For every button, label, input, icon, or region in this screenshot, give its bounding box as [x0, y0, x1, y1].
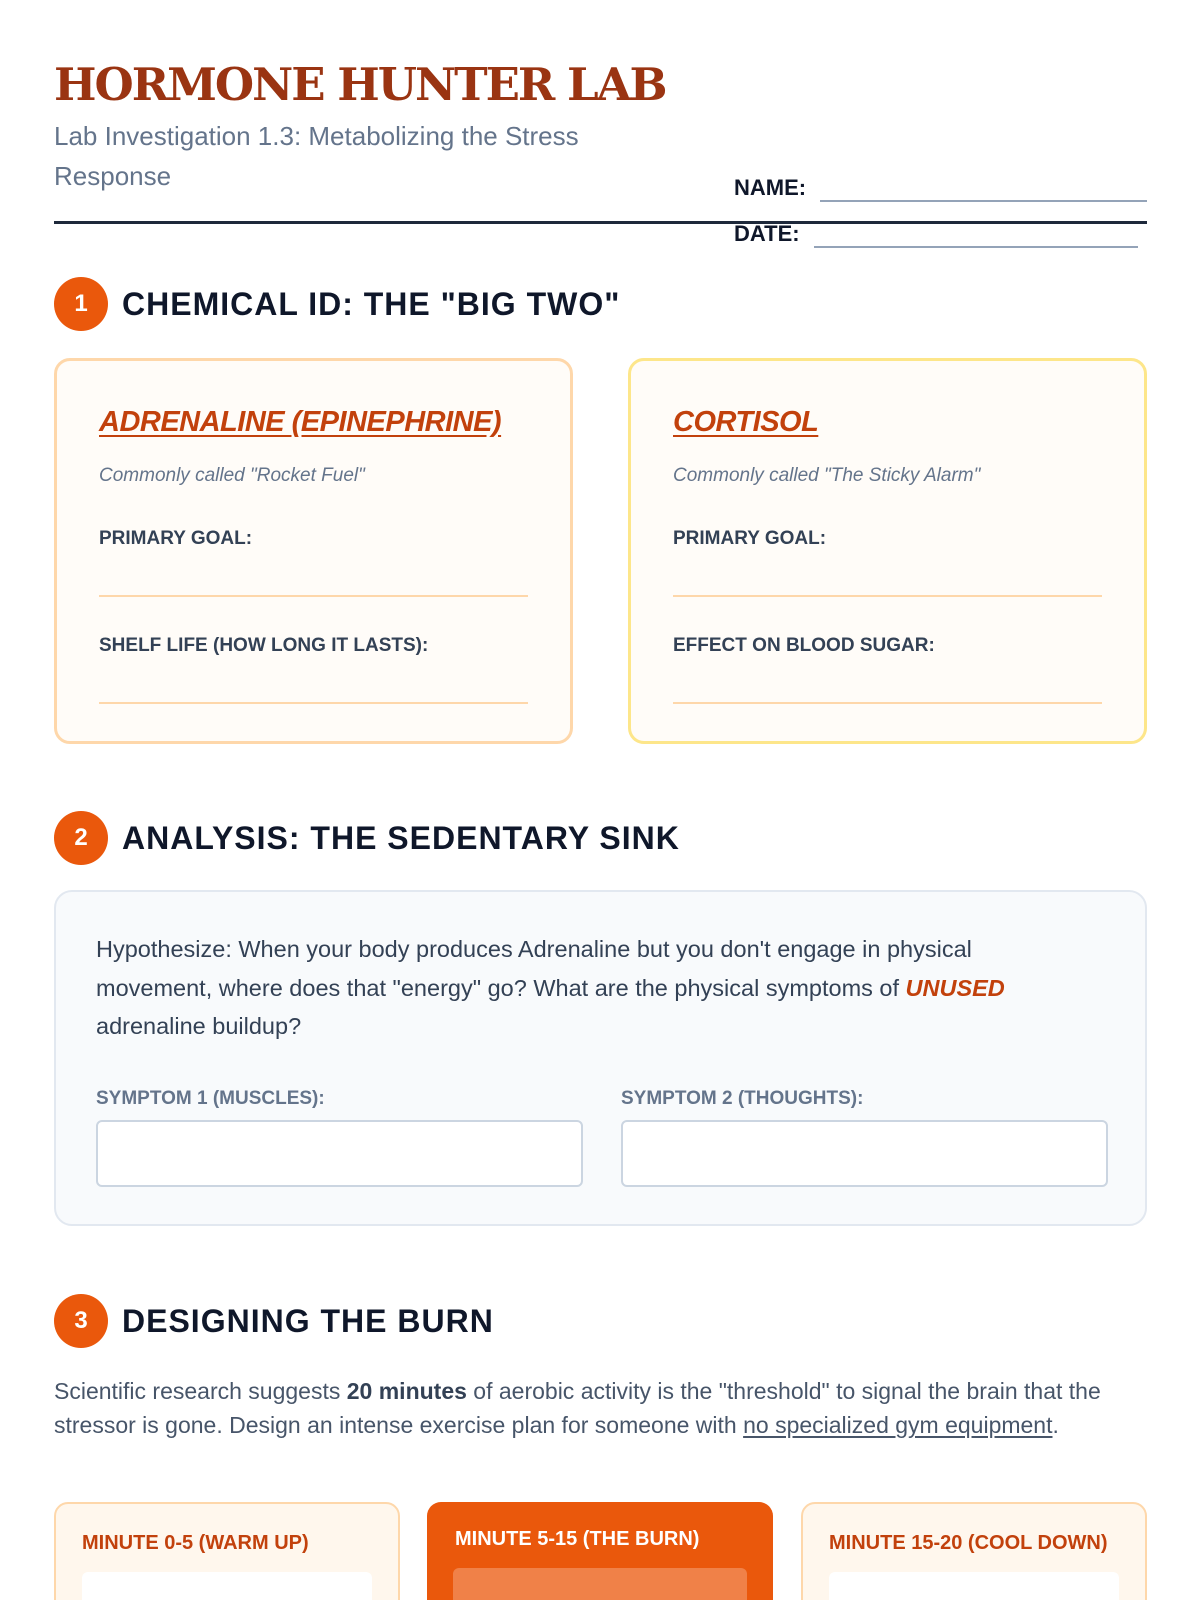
worksheet-header — [54, 56, 1147, 246]
name-field — [734, 168, 1147, 202]
section-title: ANALYSIS: THE SEDENTARY SINK — [122, 819, 680, 856]
symptom-1-input[interactable] — [96, 1120, 583, 1187]
hormone-nickname: Commonly called "Rocket Fuel" — [99, 465, 365, 486]
phase-input[interactable] — [82, 1572, 372, 1600]
phase-title: MINUTE 5-15 (THE BURN) — [455, 1528, 700, 1550]
primary-goal-answer-line[interactable] — [99, 595, 528, 597]
section-heading-chemical-id — [54, 277, 620, 331]
name-label: NAME: — [734, 175, 807, 200]
intro-bold: 20 minutes — [346, 1378, 467, 1404]
phase-title: MINUTE 0-5 (WARM UP) — [82, 1532, 309, 1554]
worksheet-page — [54, 0, 1147, 1600]
phase-input[interactable] — [453, 1568, 747, 1600]
date-label: DATE: — [734, 221, 800, 246]
phase-card-warm-up — [54, 1502, 400, 1600]
primary-goal-label: PRIMARY GOAL: — [673, 528, 827, 549]
date-field — [734, 214, 1138, 248]
hormone-name: CORTISOL — [673, 406, 819, 438]
name-input-line[interactable] — [820, 172, 1147, 202]
worksheet-subtitle: Lab Investigation 1.3: Metabolizing the Stress Response — [54, 121, 579, 191]
blood-sugar-answer-line[interactable] — [673, 702, 1102, 704]
intro-text-3: . — [1052, 1412, 1059, 1438]
burn-intro-text — [54, 1374, 1147, 1442]
phase-input[interactable] — [829, 1572, 1119, 1600]
prompt-emphasis: UNUSED — [905, 974, 1005, 1001]
hormone-nickname: Commonly called "The Sticky Alarm" — [673, 465, 981, 486]
section-number-badge: 2 — [54, 811, 108, 865]
phase-card-burn — [427, 1502, 773, 1600]
symptom-1-label: SYMPTOM 1 (MUSCLES): — [96, 1088, 325, 1109]
intro-text-2: of aerobic activity is the "threshold" to signal the brain that the stressor is gone. Design an intense exercise plan for someone with — [54, 1378, 1101, 1438]
shelf-life-label: SHELF LIFE (HOW LONG IT LASTS): — [99, 635, 429, 656]
cortisol-card — [628, 358, 1147, 744]
symptom-2-input[interactable] — [621, 1120, 1108, 1187]
phase-title: MINUTE 15-20 (COOL DOWN) — [829, 1532, 1108, 1554]
prompt-text-end: adrenaline buildup? — [96, 1013, 302, 1039]
adrenaline-card — [54, 358, 573, 744]
worksheet-title: HORMONE HUNTER LAB — [54, 58, 666, 111]
section-heading-designing-burn — [54, 1294, 494, 1348]
section-number-badge: 1 — [54, 277, 108, 331]
hormone-name: ADRENALINE (EPINEPHRINE) — [99, 406, 502, 438]
symptom-2-label: SYMPTOM 2 (THOUGHTS): — [621, 1088, 864, 1109]
shelf-life-answer-line[interactable] — [99, 702, 528, 704]
blood-sugar-label: EFFECT ON BLOOD SUGAR: — [673, 635, 935, 656]
primary-goal-answer-line[interactable] — [673, 595, 1102, 597]
section-heading-analysis — [54, 811, 680, 865]
section-title: DESIGNING THE BURN — [122, 1302, 494, 1339]
phase-card-cool-down — [801, 1502, 1147, 1600]
section-number-badge: 3 — [54, 1294, 108, 1348]
primary-goal-label: PRIMARY GOAL: — [99, 528, 253, 549]
hypothesis-prompt — [96, 930, 1086, 1046]
intro-underline: no specialized gym equipment — [743, 1412, 1053, 1438]
analysis-box — [54, 890, 1147, 1226]
intro-text-1: Scientific research suggests — [54, 1378, 347, 1404]
section-title: CHEMICAL ID: THE "BIG TWO" — [122, 285, 621, 322]
date-input-line[interactable] — [814, 218, 1138, 248]
prompt-text-start: Hypothesize: When your body produces Adrenaline but you don't engage in physical movement, where does that "energy" go? What are the physical symptoms of — [96, 936, 972, 1001]
